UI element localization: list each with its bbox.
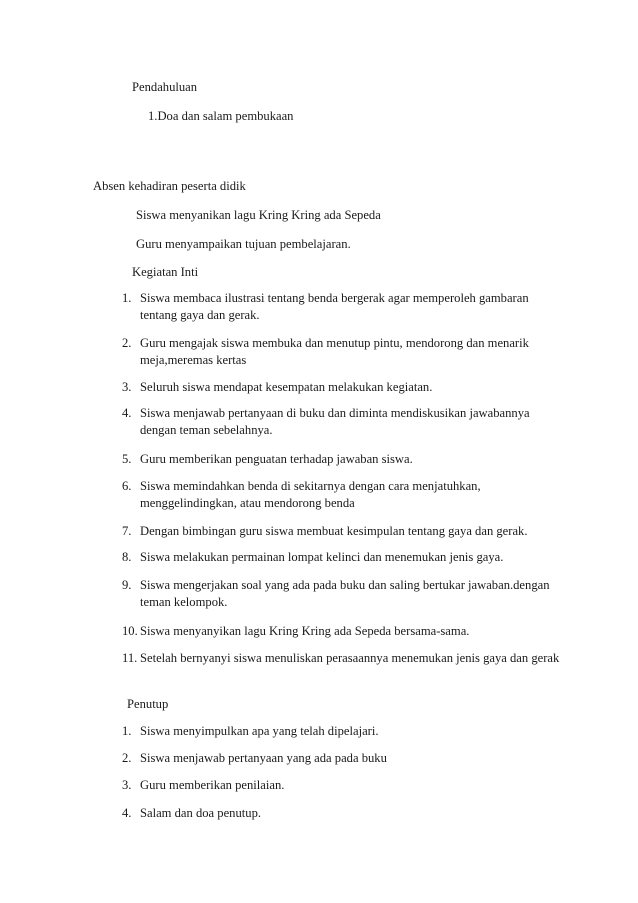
item-number: 2. (122, 751, 132, 765)
item-number: 1. (122, 291, 132, 305)
item-number: 9. (122, 578, 132, 592)
item-text: Siswa menjawab pertanyaan yang ada pada buku (140, 751, 387, 765)
item-text: Siswa melakukan permainan lompat kelinci dan menemukan jenis gaya. (140, 550, 504, 564)
list-item (122, 549, 562, 566)
item-number: 3. (122, 778, 132, 792)
list-item (122, 405, 562, 439)
item-text: Siswa menyanyikan lagu Kring Kring ada Sepeda bersama-sama. (140, 624, 470, 638)
core-heading: Kegiatan Inti (132, 265, 199, 279)
item-number: 1. (122, 724, 132, 738)
attendance-line: Absen kehadiran peserta didik (93, 179, 246, 193)
item-number: 5. (122, 452, 132, 466)
list-item (122, 750, 562, 767)
list-item (122, 523, 562, 540)
list-item (122, 723, 562, 740)
list-item (122, 290, 562, 324)
item-text: Guru memberikan penguatan terhadap jawaban siswa. (140, 452, 413, 466)
item-number: 7. (122, 524, 132, 538)
item-text: Siswa menyimpulkan apa yang telah dipelajari. (140, 724, 379, 738)
item-text: Seluruh siswa mendapat kesempatan melakukan kegiatan. (140, 380, 433, 394)
item-text: Siswa mengerjakan soal yang ada pada buku dan saling bertukar jawaban.dengan teman kelompok. (140, 578, 550, 609)
list-item (122, 577, 562, 611)
item-text: Guru memberikan penilaian. (140, 778, 285, 792)
song-line: Siswa menyanikan lagu Kring Kring ada Sepeda (136, 208, 381, 222)
list-item (122, 777, 562, 794)
item-text: Siswa memindahkan benda di sekitarnya dengan cara menjatuhkan, menggelindingkan, atau mendorong benda (140, 479, 481, 510)
list-item (122, 451, 562, 468)
item-number: 10. (122, 624, 138, 638)
goal-line: Guru menyampaikan tujuan pembelajaran. (136, 237, 351, 251)
item-text: Siswa menjawab pertanyaan di buku dan diminta mendiskusikan jawabannya dengan teman sebelahnya. (140, 406, 530, 437)
item-number: 3. (122, 380, 132, 394)
item-text: Setelah bernyanyi siswa menuliskan perasaannya menemukan jenis gaya dan gerak (140, 651, 560, 665)
list-item (122, 478, 562, 512)
list-item (122, 379, 562, 396)
list-item (122, 335, 562, 369)
list-item (122, 650, 562, 667)
intro-step-1: 1.Doa dan salam pembukaan (148, 109, 294, 123)
list-item (122, 805, 562, 822)
item-number: 4. (122, 806, 132, 820)
intro-heading: Pendahuluan (132, 80, 198, 94)
item-number: 11. (122, 651, 138, 665)
closing-heading: Penutup (127, 697, 169, 711)
item-text: Guru mengajak siswa membuka dan menutup pintu, mendorong dan menarik meja,meremas kertas (140, 336, 529, 367)
item-text: Salam dan doa penutup. (140, 806, 262, 820)
item-text: Dengan bimbingan guru siswa membuat kesimpulan tentang gaya dan gerak. (140, 524, 528, 538)
item-number: 8. (122, 550, 132, 564)
item-number: 2. (122, 336, 132, 350)
item-number: 6. (122, 479, 132, 493)
item-text: Siswa membaca ilustrasi tentang benda bergerak agar memperoleh gambaran tentang gaya dan gerak. (140, 291, 529, 322)
list-item (122, 623, 562, 640)
item-number: 4. (122, 406, 132, 420)
